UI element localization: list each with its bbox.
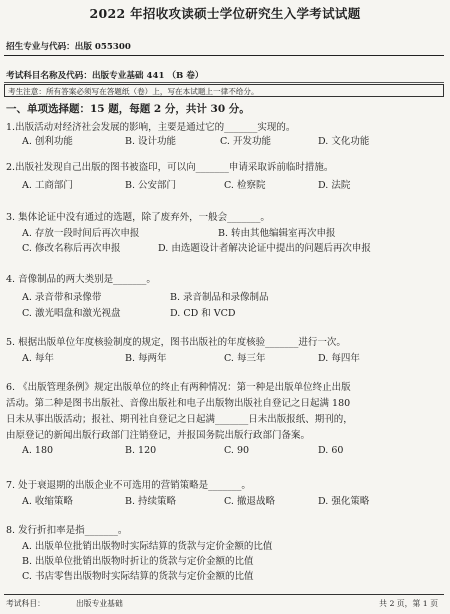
q6-option-c: C. 90 (224, 445, 250, 456)
q2-option-b: B. 公安部门 (125, 180, 177, 191)
q6-option-b: B. 120 (125, 445, 157, 456)
q4-option-a: A. 录音带和录像带 (22, 292, 102, 303)
question-3: 3. 集体论证中没有通过的选题，除了废弃外，一般会_______。 (6, 212, 270, 223)
q3-option-a: A. 存放一段时间后再次申报 (22, 228, 140, 239)
notice-box: 考生注意：所有答案必须写在答题纸（卷）上，写在本试题上一律不给分。 (4, 84, 444, 97)
q1-option-d: D. 文化功能 (318, 136, 370, 147)
major-line: 招生专业与代码：出版 055300 (6, 42, 131, 52)
q1-option-b: B. 设计功能 (125, 136, 177, 147)
header-divider-2 (4, 82, 444, 83)
question-6-line-2: 活动。第二种是图书出版社、音像出版社和电子出版物出版社自登记之日起满 180 (6, 398, 351, 409)
question-4: 4. 音像制品的两大类别是_______。 (6, 274, 156, 285)
q5-option-d: D. 每四年 (318, 353, 360, 364)
q7-option-a: A. 收缩策略 (22, 496, 73, 507)
section-heading: 一、单项选择题：15 题，每题 2 分，共计 30 分。 (6, 103, 250, 115)
q8-option-c: C. 书店零售出版物时实际结算的货款与定价金额的比值 (22, 571, 254, 582)
footer-page-count: 共 2 页，第 1 页 (379, 599, 438, 608)
q4-option-b: B. 录音制品和录像制品 (170, 292, 269, 303)
q5-option-c: C. 每三年 (224, 353, 266, 364)
q8-option-b: B. 出版单位批销出版物时折让的货款与定价金额的比值 (22, 556, 254, 567)
q4-option-c: C. 激光唱盘和激光视盘 (22, 308, 121, 319)
footer-subject: 出版专业基础 (76, 599, 123, 608)
question-2: 2.出版社发现自己出版的图书被盗印，可以向_______申请采取诉前临时措施。 (6, 162, 334, 173)
q3-option-b: B. 转由其他编辑室再次申报 (218, 228, 336, 239)
question-5: 5. 根据出版单位年度核验制度的规定，图书出版社的年度核验_______进行一次。 (6, 337, 346, 348)
q6-option-d: D. 60 (318, 445, 344, 456)
question-1: 1.出版活动对经济社会发展的影响，主要是通过它的_______实现的。 (6, 122, 296, 133)
q1-option-a: A. 创利功能 (22, 136, 73, 147)
page-footer (4, 594, 444, 609)
q1-option-c: C. 开发功能 (220, 136, 271, 147)
question-7: 7. 处于衰退期的出版企业不可选用的营销策略是_______。 (6, 480, 251, 491)
q5-option-b: B. 每两年 (125, 353, 167, 364)
q6-option-a: A. 180 (22, 445, 54, 456)
q2-option-c: C. 检察院 (224, 180, 266, 191)
q7-option-b: B. 持续策略 (125, 496, 177, 507)
question-6-line-3: 日未从事出版活动；报社、期刊社自登记之日起满_______日未出版报纸、期刊的， (6, 414, 353, 425)
q8-option-a: A. 出版单位批销出版物时实际结算的货款与定价金额的比值 (22, 541, 273, 552)
question-6-line-1: 6. 《出版管理条例》规定出版单位的终止有两种情况：第一种是出版单位终止出版 (6, 382, 351, 393)
q2-option-d: D. 法院 (318, 180, 351, 191)
exam-title: 2022 年招收攻读硕士学位研究生入学考试试题 (89, 6, 361, 21)
q4-option-d: D. CD 和 VCD (170, 308, 236, 319)
question-8: 8. 发行折扣率是指_______。 (6, 525, 128, 536)
subject-line: 考试科目名称及代码：出版专业基础 441 （B 卷） (6, 71, 204, 81)
q2-option-a: A. 工商部门 (22, 180, 73, 191)
q5-option-a: A. 每年 (22, 353, 54, 364)
question-6-line-4: 由原登记的新闻出版行政部门注销登记，并报国务院出版行政部门备案。 (6, 430, 311, 441)
q3-option-c: C. 修改名称后再次申报 (22, 243, 121, 254)
footer-subject-label: 考试科目： (6, 599, 45, 608)
q7-option-c: C. 撤退战略 (224, 496, 275, 507)
q3-option-d: D. 由选题设计者解决论证中提出的问题后再次申报 (158, 243, 371, 254)
header-divider (4, 55, 444, 56)
q7-option-d: D. 强化策略 (318, 496, 370, 507)
